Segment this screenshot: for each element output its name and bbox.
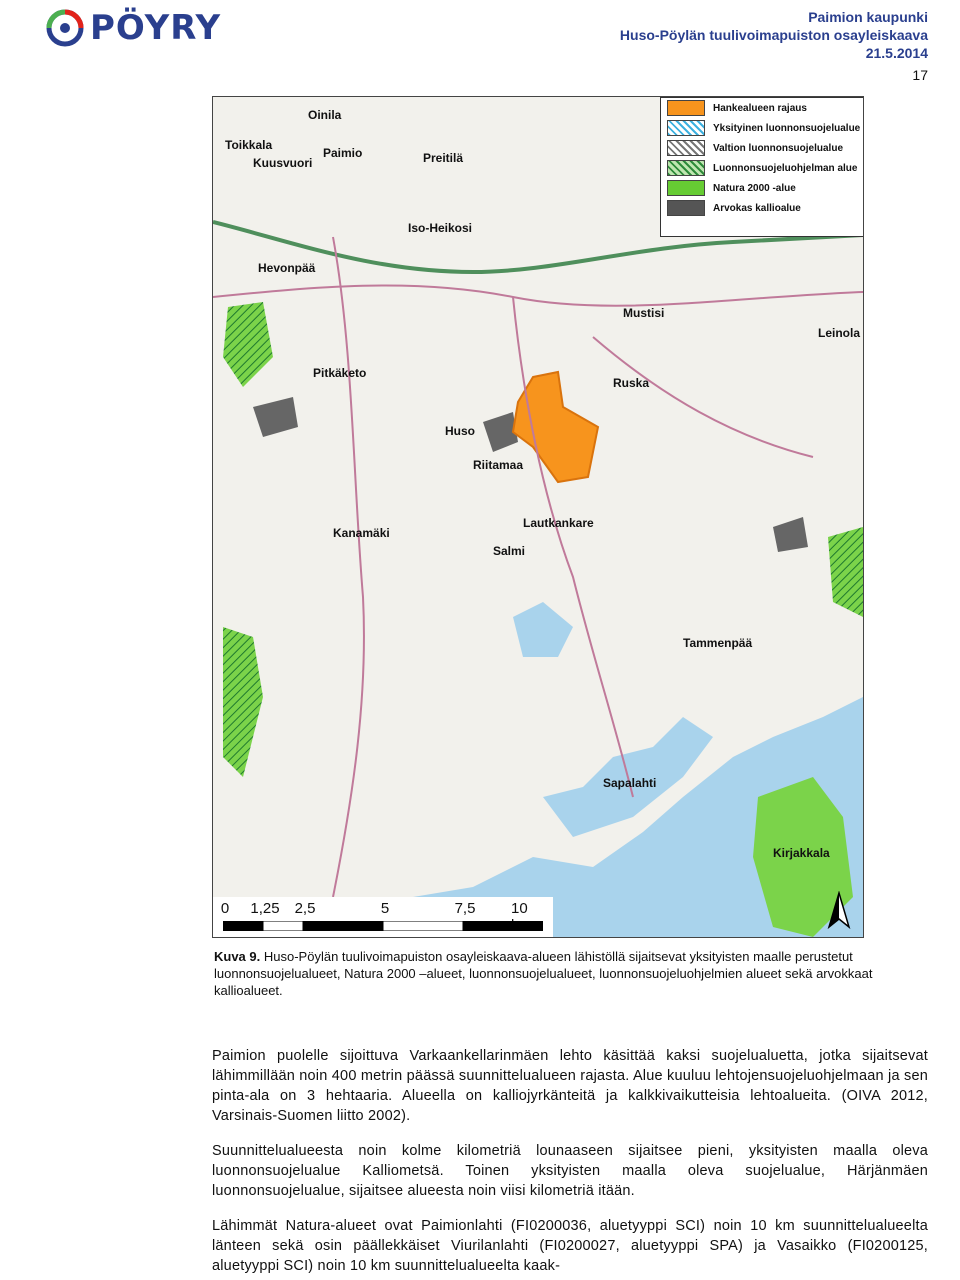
- place-label-kirjakkala: Kirjakkala: [773, 846, 830, 860]
- place-label-paimio: Paimio: [323, 146, 363, 160]
- place-label-ruska: Ruska: [613, 376, 650, 390]
- body-paragraph: Suunnittelualueesta noin kolme kilometriä lounaaseen sijaitsee pieni, yksityisten maalla oleva luonnonsuojelualue Kalliometsä. Toinen yksityisten maalla oleva suojelualue, Härjänmäen luonnonsuojelualue, sijaitsee alueesta noin viisi kilometriä itään.: [212, 1143, 928, 1199]
- place-label-huso: Huso: [445, 424, 475, 438]
- place-label-tammenpaa: Tammenpää: [683, 636, 753, 650]
- road-1: [213, 285, 863, 305]
- company-logo: [46, 8, 221, 48]
- legend-item: [661, 178, 863, 198]
- legend-item: [661, 158, 863, 178]
- scale-label: 2,5: [294, 900, 316, 917]
- place-label-mustisi: Mustisi: [623, 306, 665, 320]
- place-label-sauvo: Kanamäki: [333, 526, 390, 540]
- protection-area-east: [828, 527, 863, 617]
- header-date: 21.5.2014: [865, 45, 928, 61]
- scale-label: 5: [380, 900, 390, 917]
- place-label-riitamaa: Riitamaa: [473, 458, 524, 472]
- legend-item: [661, 138, 863, 158]
- scale-labels: [213, 900, 553, 918]
- place-label-koski: Lautkankare: [523, 516, 594, 530]
- legend-item: [661, 198, 863, 218]
- place-label-leinola: Leinola: [818, 326, 861, 340]
- protection-area-southwest: [223, 627, 263, 777]
- body-paragraph: Lähimmät Natura-alueet ovat Paimionlahti (FI0200036, aluetyyppi SCI) noin 10 km suunnittelualueelta länteen sekä osin päällekkäiset Viurilanlahti (FI0200027, aluetyyppi SPA) ja Vasaikko (FI0200125, aluetyyppi SCI) noin 10 km suunnittelualueelta kaak-: [212, 1218, 928, 1274]
- legend-swatch-dark-grey: [667, 200, 705, 216]
- map-figure: [212, 96, 864, 938]
- legend-swatch-orange: [667, 100, 705, 116]
- body-paragraph: Paimion puolelle sijoittuva Varkaankellarinmäen lehto käsittää kaksi suojelualuetta, jotka sijaitsevat lähimmillään noin 400 metrin päässä suunnittelualueen rajasta. Alue kuuluu lehtojensuojeluohjelmaan ja sen pinta-ala on 3 hehtaaria. Alueella on kalliojyrkänteitä ja kalkkivaikutteisia lehtoalueita. (OIVA 2012, Varsinais-Suomen liitto 2002).: [212, 1048, 928, 1124]
- legend-label: Arvokas kallioalue: [713, 202, 801, 214]
- legend-swatch-blue-hatch: [667, 120, 705, 136]
- scale-label: 7,5: [454, 900, 476, 917]
- scale-label: 10: [511, 900, 528, 917]
- place-label-sapalahti: Sapalahti: [603, 776, 657, 790]
- poyry-logo-icon: [46, 9, 84, 47]
- rock-area-3: [773, 517, 808, 552]
- legend-label: Yksityinen luonnonsuojelualue: [713, 122, 861, 134]
- place-label-oinila: Oinila: [308, 108, 342, 122]
- page-number: 17: [912, 67, 928, 83]
- caption-text: Huso-Pöylän tuulivoimapuiston osayleiskaava-alueen lähistöllä sijaitsevat yksityisten maalle perustetut luonnonsuojelualueet, Natura 2000 –alueet, luonnonsuojelualueet, luonnonsuojeluohjelmien alueet sekä arvokkaat kallioalueet.: [214, 949, 873, 998]
- rock-area-2: [253, 397, 298, 437]
- north-arrow-icon: [821, 891, 857, 931]
- scale-bar-graphic: [223, 921, 543, 931]
- scale-label: 1,25: [250, 900, 280, 917]
- scale-bar: [213, 897, 553, 937]
- header-project: Huso-Pöylän tuulivoimapuiston osayleiskaava: [619, 27, 928, 43]
- legend-item: [661, 98, 863, 118]
- legend-item: [661, 118, 863, 138]
- place-label-preitila: Preitilä: [423, 151, 464, 165]
- place-label-iso-heikosi: Iso-Heikosi: [408, 221, 473, 235]
- legend-label: Valtion luonnonsuojelualue: [713, 142, 844, 154]
- road-3: [333, 237, 364, 897]
- legend-swatch-grey-hatch: [667, 140, 705, 156]
- legend-label: Natura 2000 -alue: [713, 182, 796, 194]
- lake-area: [513, 602, 573, 657]
- place-label-toikkala: Toikkala: [225, 138, 273, 152]
- map-legend: [660, 97, 864, 237]
- place-label-pitkaketo: Pitkäketo: [313, 366, 367, 380]
- road-4: [593, 337, 813, 457]
- document-header: [620, 8, 928, 84]
- legend-swatch-green-hatch: [667, 160, 705, 176]
- header-city: Paimion kaupunki: [808, 9, 928, 25]
- figure-caption: [214, 948, 930, 999]
- place-label-hevonpaa-w: Hevonpää: [258, 261, 316, 275]
- legend-label: Luonnonsuojeluohjelman alue: [713, 162, 858, 174]
- logo-text: PÖYRY: [90, 8, 222, 48]
- place-label-korpela: Salmi: [493, 544, 526, 558]
- protection-area-west: [223, 302, 273, 387]
- scale-label: 0: [220, 900, 230, 917]
- road-2: [513, 297, 633, 797]
- legend-label: Hankealueen rajaus: [713, 102, 807, 114]
- place-label-kuusvuori: Kuusvuori: [253, 156, 313, 170]
- legend-swatch-green: [667, 180, 705, 196]
- caption-label: Kuva 9.: [214, 949, 261, 964]
